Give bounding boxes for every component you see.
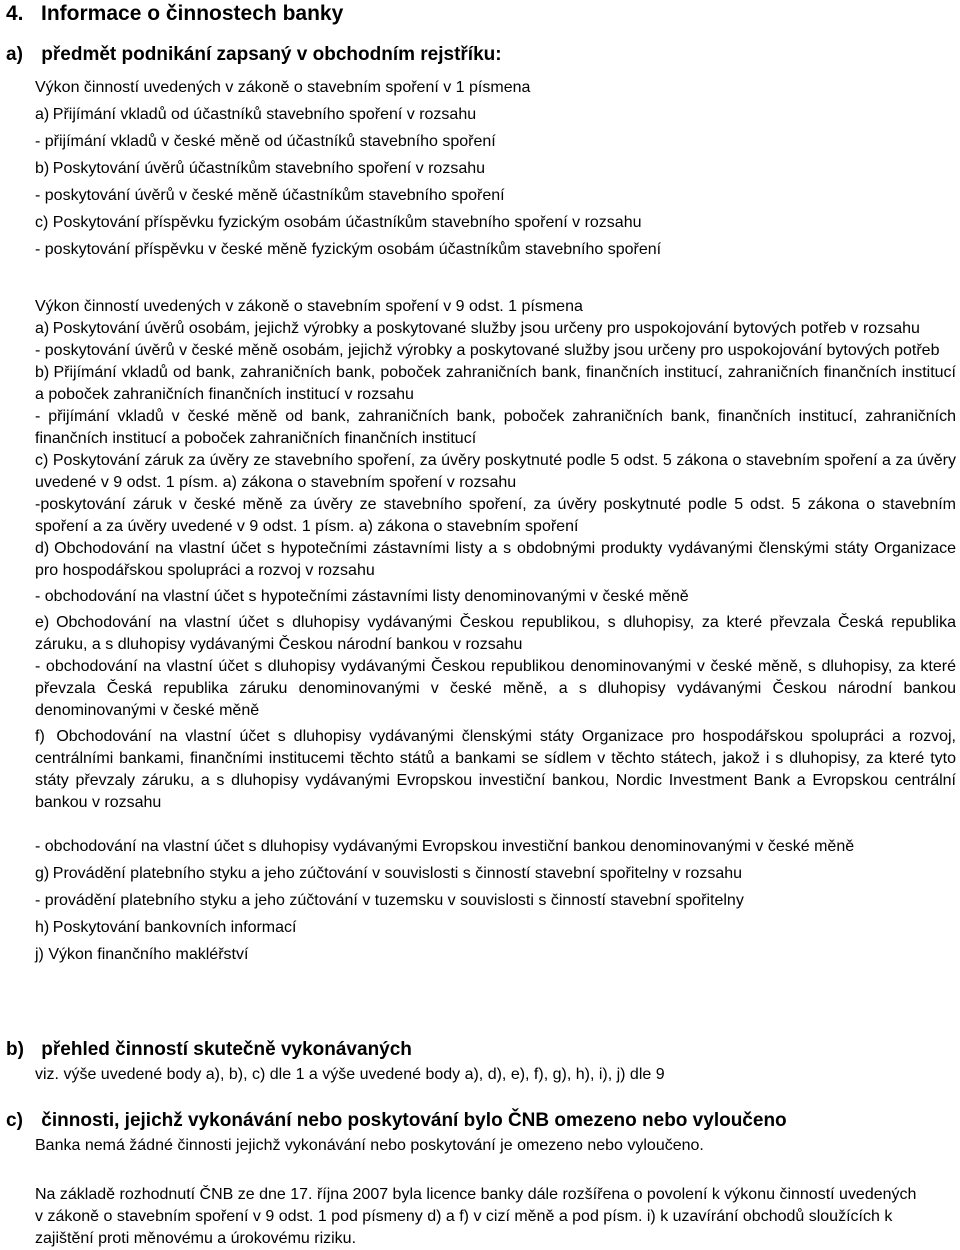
part2-item-h: h) Poskytování bankovních informací	[35, 919, 297, 936]
section-c-body	[35, 1135, 956, 1157]
part1-item-b-detail: - poskytování úvěrů v české měně účastníkům stavebního spoření	[35, 187, 505, 204]
part2-item-d-detail: - obchodování na vlastní účet s hypotečními zástavními listy denominovanými v české měně	[35, 588, 689, 605]
part1-item-a-detail: - přijímání vkladů v české měně od účastníků stavebního spoření	[35, 133, 496, 150]
section-a-title: předmět podnikání zapsaný v obchodním rejstříku:	[41, 44, 502, 65]
section-a-letter: a)	[6, 44, 23, 65]
document-title	[6, 0, 343, 28]
section-c-note-block	[35, 1184, 925, 1250]
part2-item-g-detail: - provádění platebního styku a jeho zúčtování v tuzemsku v souvislosti s činností stavební spořitelny	[35, 892, 744, 909]
section-b-text: viz. výše uvedené body a), b), c) dle 1 a výše uvedené body a), d), e), f), g), h), i), j) dle 9	[35, 1066, 665, 1083]
section-b-title: přehled činností skutečně vykonávaných	[41, 1039, 412, 1060]
part1-item-a: a) Přijímání vkladů od účastníků stavebního spoření v rozsahu	[35, 106, 477, 123]
part2-item-e: e) Obchodování na vlastní účet s dluhopisy vydávanými Českou republikou, s dluhopisy, za které převzala Česká republika záruku, a s dluhopisy vydávanými Českou národní bankou v rozsahu	[35, 614, 957, 653]
section-b-heading	[6, 1037, 412, 1063]
part1-item-c: c) Poskytování příspěvku fyzickým osobám účastníkům stavebního spoření v rozsahu	[35, 214, 642, 231]
document-title-text: 4. Informace o činnostech banky	[6, 2, 344, 25]
section-c-note: Na základě rozhodnutí ČNB ze dne 17. října 2007 byla licence banky dále rozšířena o povolení k výkonu činností uvedených v zákoně o stavebním spoření v 9 odst. 1 pod písmeny d) a f) v cizí měně a pod písm. i) k uzavírání obchodů sloužících k zajištění proti měnovému a úrokovému riziku.	[35, 1186, 917, 1247]
part1-intro: Výkon činností uvedených v zákoně o stavebním spoření v 1 písmena	[35, 79, 531, 96]
part2-item-d: d) Obchodování na vlastní účet s hypotečními zástavními listy a s obdobnými produkty vydávanými členskými státy Organizace pro hospodářskou spolupráci a rozvoj v rozsahu	[35, 540, 956, 579]
part2-item-a-detail: - poskytování úvěrů v české měně osobám, jejichž výrobky a poskytované služby jsou určeny pro uspokojování bytových potřeb	[35, 342, 940, 359]
part2-item-e-detail: - obchodování na vlastní účet s dluhopisy vydávanými Českou republikou denominovanými v české měně, s dluhopisy, za které převzala Česká republika záruku denominovanými v české měně, a s dluhopisy vydávanými Českou národní bankou denominovanými v české měně	[35, 658, 956, 719]
section-b-body	[35, 1064, 956, 1086]
section-c-title: činnosti, jejichž vykonávání nebo poskytování bylo ČNB omezeno nebo vyloučeno	[41, 1110, 787, 1131]
part2-item-c-detail: -poskytování záruk v české měně za úvěry ze stavebního spoření, za úvěry poskytnuté podle 5 odst. 5 zákona o stavebním spoření a za úvěry uvedené v 9 odst. 1 písm. a) zákona o stavebním spoření	[35, 496, 956, 535]
section-c-letter: c)	[6, 1110, 23, 1131]
part1-item-c-detail: - poskytování příspěvku v české měně fyzickým osobám účastníkům stavebního spoření	[35, 241, 662, 258]
section-a-part2	[35, 296, 956, 966]
section-c-text: Banka nemá žádné činnosti jejichž vykonávání nebo poskytování je omezeno nebo vyloučeno.	[35, 1137, 704, 1154]
part2-intro: Výkon činností uvedených v zákoně o stavebním spoření v 9 odst. 1 písmena	[35, 298, 583, 315]
part2-item-j: j) Výkon finančního makléřství	[35, 946, 249, 963]
part2-item-f: f) Obchodování na vlastní účet s dluhopisy vydávanými členskými státy Organizace pro hospodářskou spolupráci a rozvoj, centrálními bankami, finančními institucemi těchto států a bankami se sídlem v těchto státech, jakož i s dluhopisy, za které tyto státy převzaly záruku, a s dluhopisy vydávanými Evropskou investiční bankou, Nordic Investment Bank a Evropskou centrální bankou v rozsahu	[35, 728, 957, 811]
part2-item-b-detail: - přijímání vkladů v české měně od bank, zahraničních bank, poboček zahraničních bank, finančních institucí, zahraničních finančních institucí a poboček zahraničních finančních institucí	[35, 408, 956, 447]
section-c-heading	[6, 1108, 787, 1134]
section-a-heading	[6, 42, 502, 68]
part2-item-a: a) Poskytování úvěrů osobám, jejichž výrobky a poskytované služby jsou určeny pro uspokojování bytových potřeb v rozsahu	[35, 320, 920, 337]
part2-item-g: g) Provádění platebního styku a jeho zúčtování v souvislosti s činností stavební spořitelny v rozsahu	[35, 865, 743, 882]
part2-item-c: c) Poskytování záruk za úvěry ze stavebního spoření, za úvěry poskytnuté podle 5 odst. 5 zákona o stavebním spoření a za úvěry uvedené v 9 odst. 1 písm. a) zákona o stavebním spoření v rozsahu	[35, 452, 957, 491]
section-b-letter: b)	[6, 1039, 24, 1060]
part2-item-f-detail: - obchodování na vlastní účet s dluhopisy vydávanými Evropskou investiční bankou denominovanými v české měně	[35, 838, 855, 855]
part1-item-b: b) Poskytování úvěrů účastníkům stavebního spoření v rozsahu	[35, 160, 486, 177]
part2-item-b: b) Přijímání vkladů od bank, zahraničních bank, poboček zahraničních bank, finančních institucí, zahraničních finančních institucí a poboček zahraničních finančních institucí v rozsahu	[35, 364, 956, 403]
section-a-part1	[35, 77, 956, 261]
